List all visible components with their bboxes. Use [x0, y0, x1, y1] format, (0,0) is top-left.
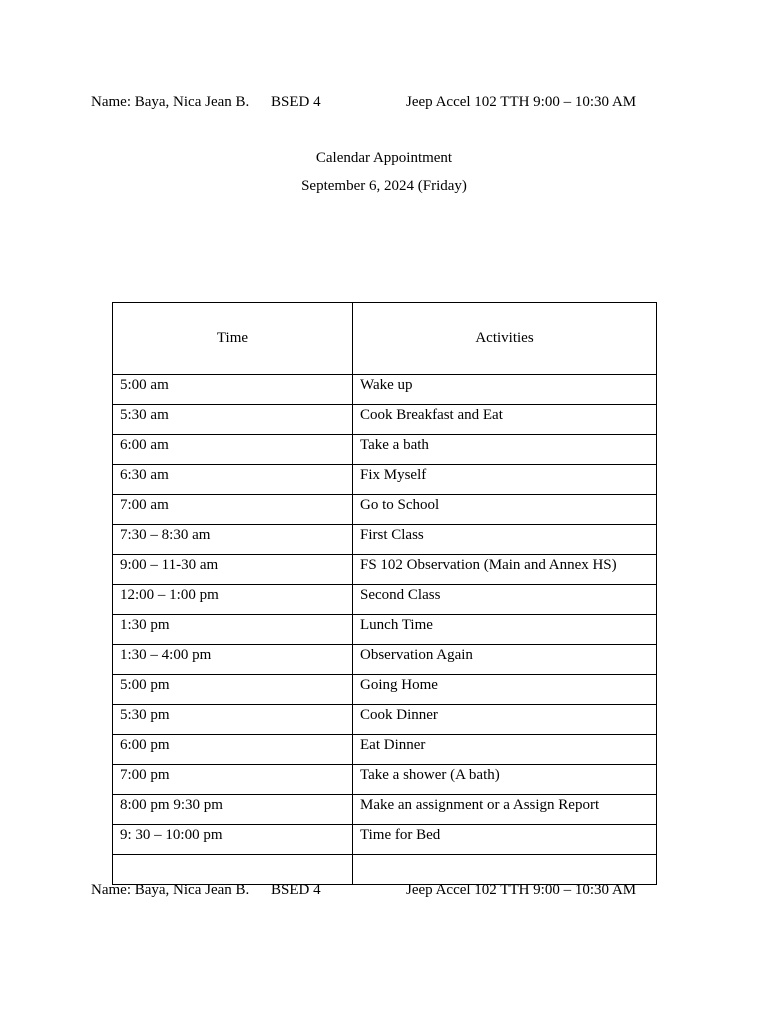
activity-cell: Make an assignment or a Assign Report — [353, 795, 657, 825]
time-cell: 12:00 – 1:00 pm — [113, 585, 353, 615]
time-cell: 7:00 pm — [113, 765, 353, 795]
time-cell: 1:30 pm — [113, 615, 353, 645]
table-row — [113, 615, 657, 645]
table-row — [113, 585, 657, 615]
table-row — [113, 675, 657, 705]
table-row — [113, 375, 657, 405]
activity-cell: Go to School — [353, 495, 657, 525]
column-header-time: Time — [113, 303, 353, 375]
activity-cell: Cook Dinner — [353, 705, 657, 735]
time-cell: 5:30 am — [113, 405, 353, 435]
activity-cell: Cook Breakfast and Eat — [353, 405, 657, 435]
schedule-table — [112, 302, 657, 885]
table-row — [113, 435, 657, 465]
table-row — [113, 525, 657, 555]
activity-cell: Take a shower (A bath) — [353, 765, 657, 795]
table-row — [113, 855, 657, 885]
student-name: Name: Baya, Nica Jean B. — [91, 94, 250, 110]
table-row — [113, 765, 657, 795]
table-row — [113, 465, 657, 495]
activity-cell: Lunch Time — [353, 615, 657, 645]
table-row — [113, 645, 657, 675]
document-header — [0, 94, 768, 114]
time-cell: 1:30 – 4:00 pm — [113, 645, 353, 675]
activity-cell: Wake up — [353, 375, 657, 405]
page-title: Calendar Appointment — [315, 150, 453, 166]
course-label: BSED 4 — [271, 882, 321, 898]
time-cell: 6:00 pm — [113, 735, 353, 765]
table-row — [113, 825, 657, 855]
activity-cell — [353, 855, 657, 885]
activity-cell: FS 102 Observation (Main and Annex HS) — [353, 555, 657, 585]
time-cell: 5:30 pm — [113, 705, 353, 735]
document-footer — [0, 882, 768, 902]
activity-cell: Fix Myself — [353, 465, 657, 495]
activity-cell: First Class — [353, 525, 657, 555]
table-header-row — [113, 303, 657, 375]
activity-cell: Take a bath — [353, 435, 657, 465]
time-cell: 9: 30 – 10:00 pm — [113, 825, 353, 855]
time-cell: 6:30 am — [113, 465, 353, 495]
subject-schedule: Jeep Accel 102 TTH 9:00 – 10:30 AM — [406, 882, 637, 898]
activity-cell: Observation Again — [353, 645, 657, 675]
page-date: September 6, 2024 (Friday) — [301, 178, 467, 194]
activity-cell: Going Home — [353, 675, 657, 705]
student-name: Name: Baya, Nica Jean B. — [91, 882, 250, 898]
table-row — [113, 705, 657, 735]
time-cell: 7:00 am — [113, 495, 353, 525]
table-row — [113, 555, 657, 585]
time-cell: 6:00 am — [113, 435, 353, 465]
schedule-body — [113, 375, 657, 885]
table-row — [113, 735, 657, 765]
table-row — [113, 795, 657, 825]
time-cell: 7:30 – 8:30 am — [113, 525, 353, 555]
activity-cell: Eat Dinner — [353, 735, 657, 765]
course-label: BSED 4 — [271, 94, 321, 110]
subject-schedule: Jeep Accel 102 TTH 9:00 – 10:30 AM — [406, 94, 637, 110]
activity-cell: Second Class — [353, 585, 657, 615]
time-cell: 8:00 pm 9:30 pm — [113, 795, 353, 825]
time-cell — [113, 855, 353, 885]
activity-cell: Time for Bed — [353, 825, 657, 855]
table-row — [113, 495, 657, 525]
time-cell: 5:00 am — [113, 375, 353, 405]
table-row — [113, 405, 657, 435]
time-cell: 9:00 – 11-30 am — [113, 555, 353, 585]
column-header-activities: Activities — [353, 303, 657, 375]
time-cell: 5:00 pm — [113, 675, 353, 705]
